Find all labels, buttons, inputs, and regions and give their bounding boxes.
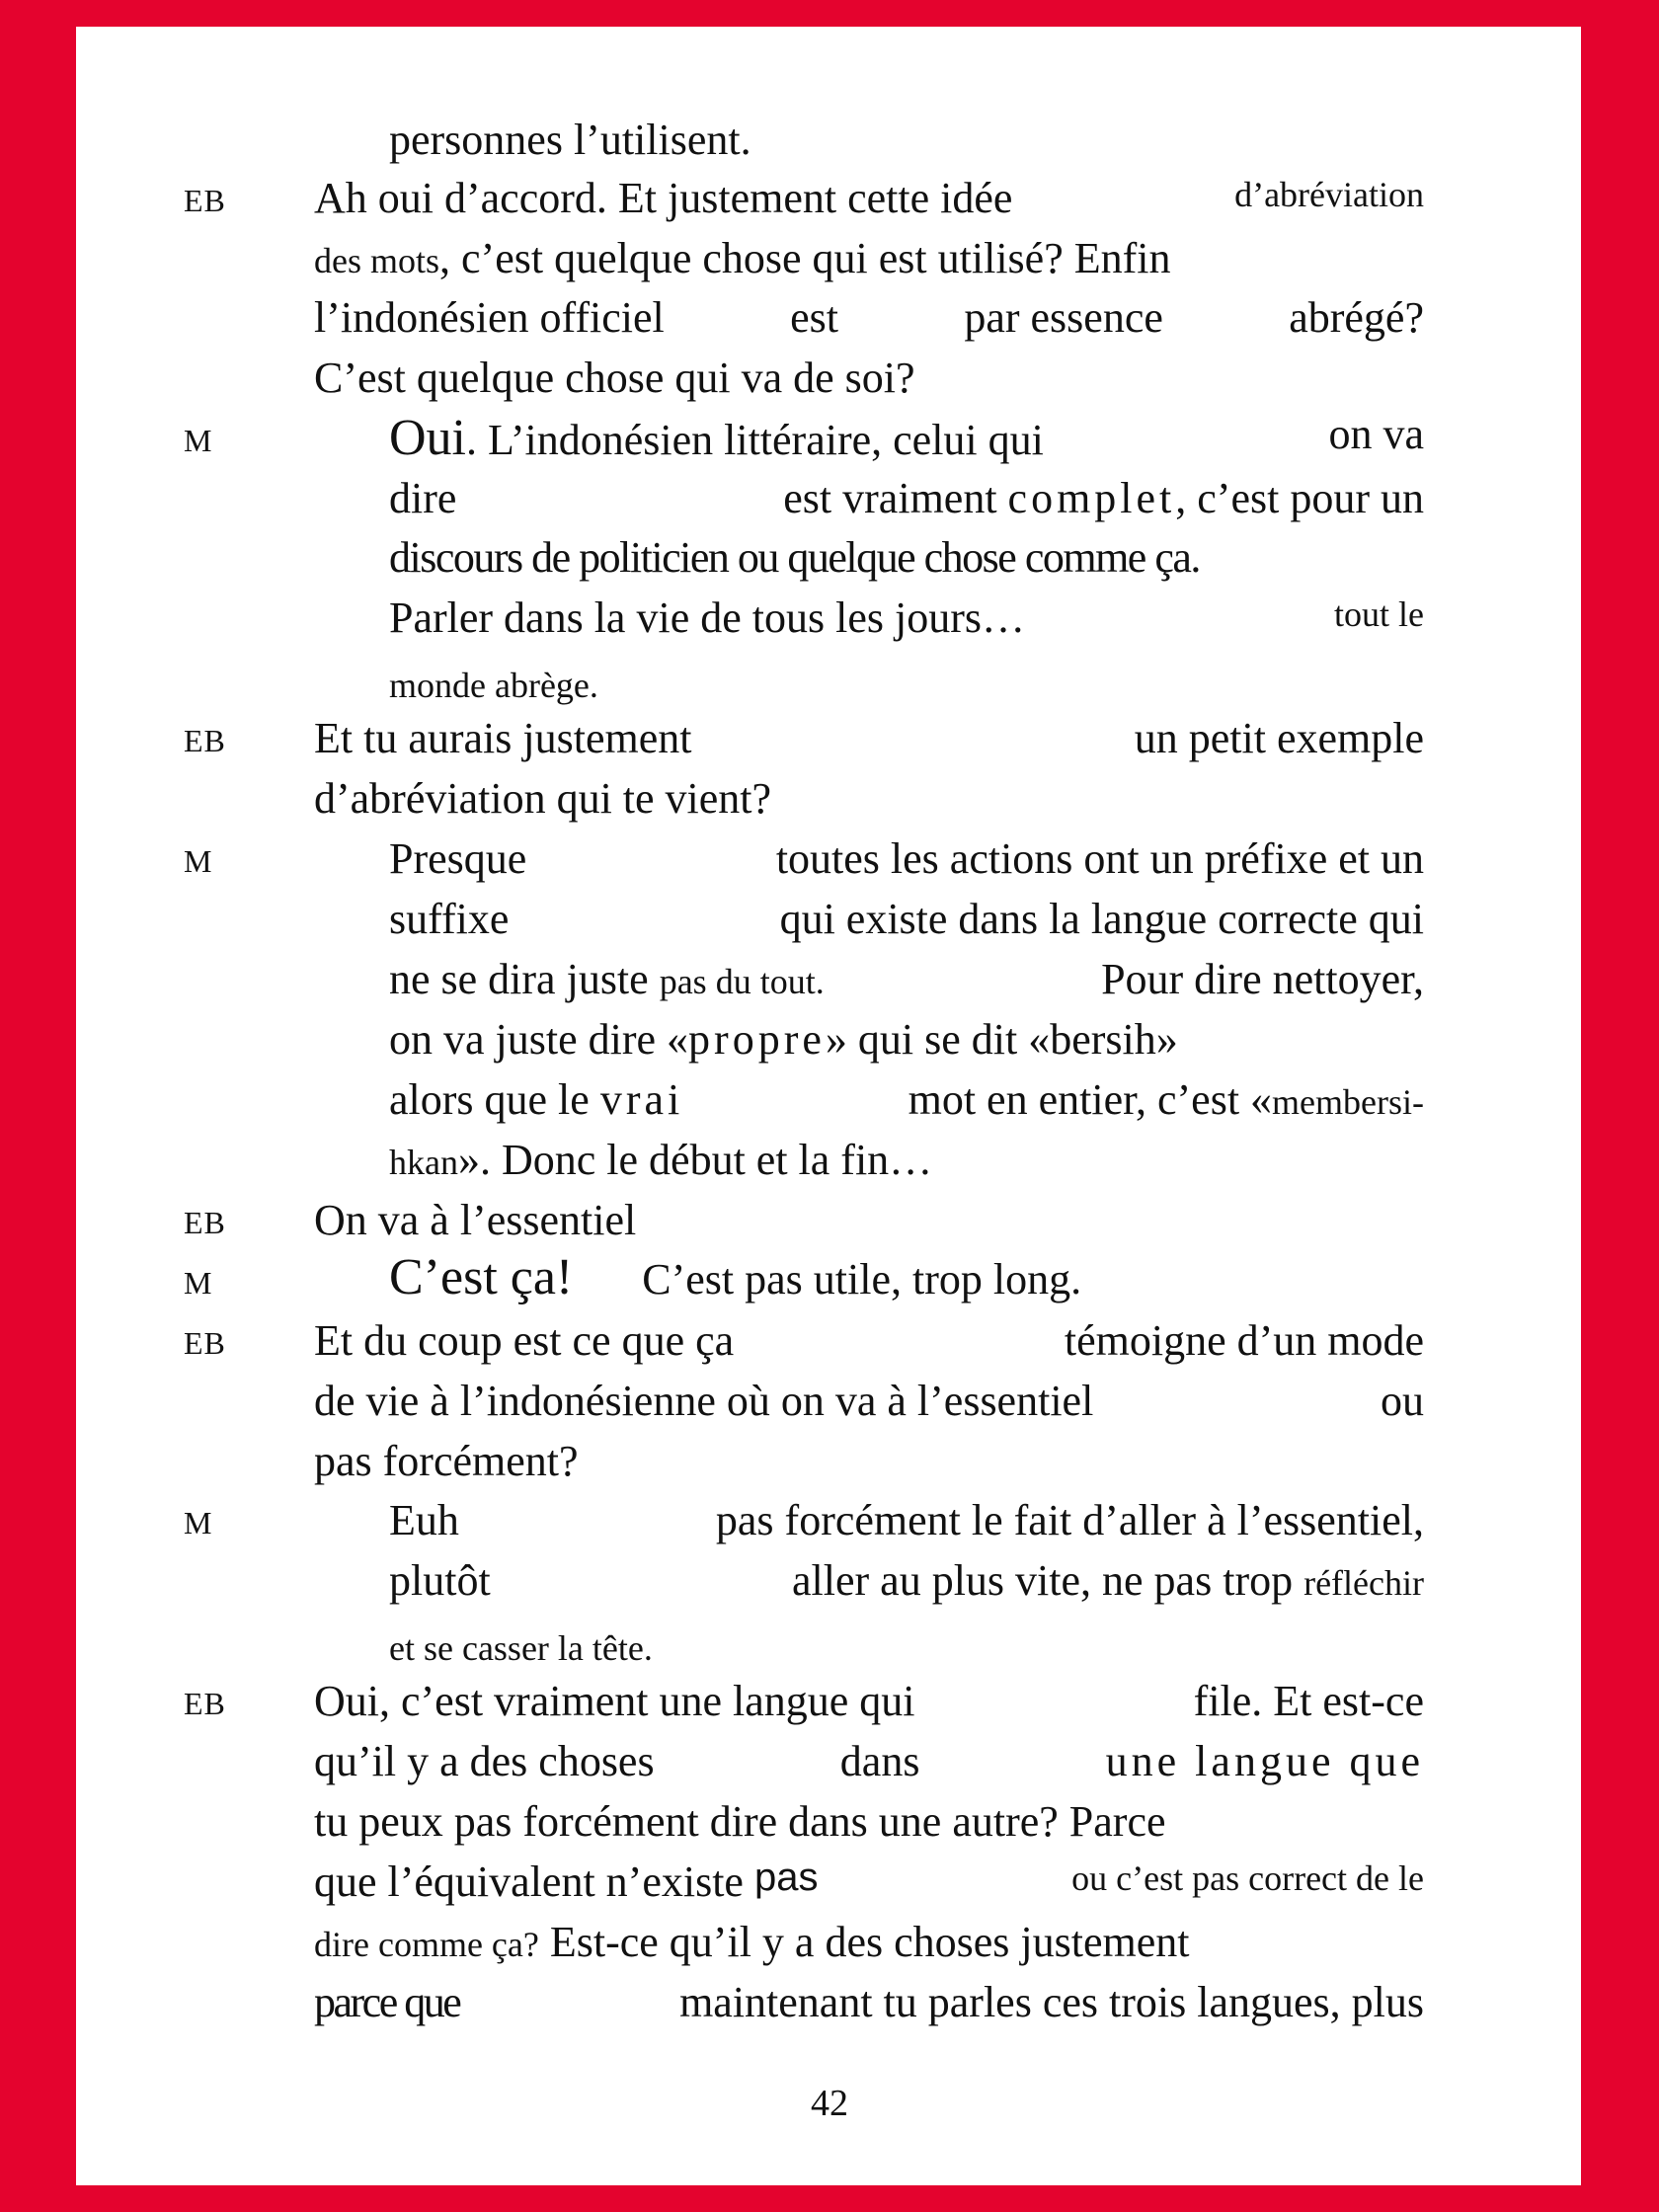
text-line: C’est ça! C’est pas utile, trop long.	[389, 1249, 1082, 1305]
text-line: On va à l’essentiel	[314, 1196, 637, 1244]
text-line: l’indonésien officiel est par essence abrégé?	[314, 293, 1424, 342]
speaker-label-m: M	[184, 1265, 213, 1301]
text-line: de vie à l’indonésienne où on va à l’essentiel ou	[314, 1377, 1424, 1425]
text-line: suffixe qui existe dans la langue correcte qui	[389, 895, 1424, 943]
text-line: tu peux pas forcément dire dans une autre? Parce	[314, 1797, 1166, 1846]
text-line: plutôt aller au plus vite, ne pas trop réfléchir	[389, 1556, 1424, 1605]
text-line: Euh pas forcément le fait d’aller à l’essentiel,	[389, 1496, 1424, 1544]
text-line: discours de politicien ou quelque chose comme ça.	[389, 533, 1200, 582]
speaker-label-eb: EB	[184, 723, 226, 758]
text-line: des mots, c’est quelque chose qui est utilisé? Enfin	[314, 234, 1171, 282]
speaker-label-eb: EB	[184, 1686, 226, 1721]
text-line: Parler dans la vie de tous les jours… tout le	[389, 593, 1424, 642]
text-line: parce que maintenant tu parles ces trois langues, plus	[314, 1978, 1424, 2026]
text-line: ne se dira juste pas du tout. Pour dire nettoyer,	[389, 955, 1424, 1003]
speaker-label-eb: EB	[184, 1325, 226, 1361]
text-line: Oui, c’est vraiment une langue qui file. Et est-ce	[314, 1677, 1424, 1725]
text-line: hkan». Donc le début et la fin…	[389, 1136, 933, 1184]
speaker-label-m: M	[184, 1505, 213, 1540]
speaker-label-eb: EB	[184, 183, 226, 218]
text-line: Ah oui d’accord. Et justement cette idée d’abréviation	[314, 174, 1424, 222]
text-line: personnes l’utilisent.	[389, 116, 751, 164]
speaker-label-m: M	[184, 423, 213, 458]
text-line: et se casser la tête.	[389, 1628, 653, 1668]
text-line: Presque toutes les actions ont un préfixe et un	[389, 834, 1424, 883]
page-number: 42	[811, 2083, 848, 2124]
text-line: dire est vraiment complet, c’est pour un	[389, 474, 1424, 522]
speaker-label-m: M	[184, 843, 213, 879]
text-line: C’est quelque chose qui va de soi?	[314, 354, 915, 402]
text-line: que l’équivalent n’existe pas ou c’est pas correct de le	[314, 1856, 1424, 1906]
text-line: dire comme ça? Est-ce qu’il y a des choses justement	[314, 1918, 1190, 1966]
text-line: monde abrège.	[389, 666, 598, 705]
text-line: Oui. L’indonésien littéraire, celui qui on va	[389, 410, 1424, 466]
text-line: Et du coup est ce que ça témoigne d’un mode	[314, 1316, 1424, 1365]
text-line: pas forcément?	[314, 1437, 579, 1485]
text-line: d’abréviation qui te vient?	[314, 774, 772, 823]
text-line: on va juste dire «propre» qui se dit «bersih»	[389, 1015, 1178, 1064]
text-line: alors que le vrai mot en entier, c’est «membersi-	[389, 1075, 1424, 1124]
text-line: Et tu aurais justement un petit exemple	[314, 714, 1424, 762]
text-line: qu’il y a des choses dans une langue que	[314, 1737, 1424, 1785]
speaker-label-eb: EB	[184, 1205, 226, 1240]
